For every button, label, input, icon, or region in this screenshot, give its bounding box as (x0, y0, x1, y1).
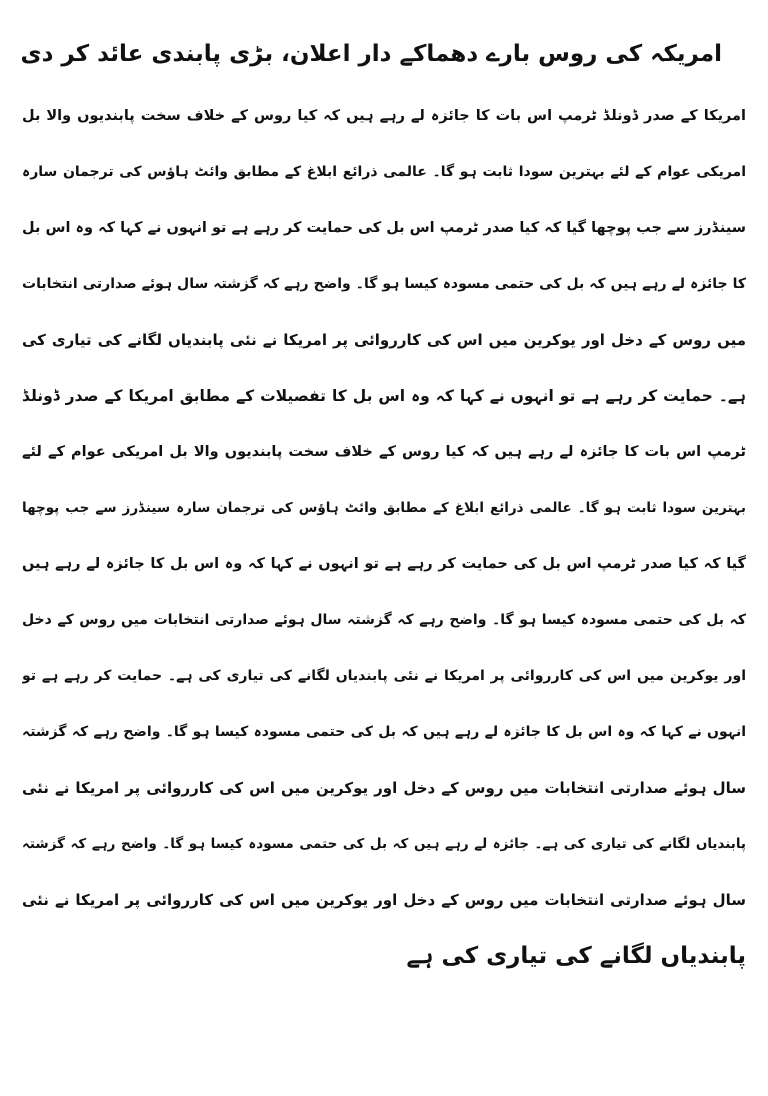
article-line: امریکا کے صدر ڈونلڈ ٹرمپ اس بات کا جائزہ لے رہے ہیں کہ کیا روس کے خلاف سخت پابندیوں والا بل (22, 108, 746, 124)
article-line: پابندیاں لگانے کی تیاری کی ہے۔ جائزہ لے رہے ہیں کہ بل کی حتمی مسودہ کیسا ہو گا۔ واضح رہے کہ گزشتہ (22, 836, 746, 852)
article-line: میں روس کے دخل اور یوکرین میں اس کی کارروائی پر امریکا نے نئی پابندیاں لگانے کی تیاری کی (22, 331, 746, 349)
article-line: ٹرمپ اس بات کا جائزہ لے رہے ہیں کہ کیا روس کے خلاف سخت پابندیوں والا بل امریکی عوام کے لئے (22, 444, 746, 460)
article-line: بہترین سودا ثابت ہو گا۔ عالمی ذرائع ابلاغ کے مطابق وائٹ ہاؤس کی ترجمان سارہ سینڈرز سے جب پوچھا (22, 500, 746, 516)
article-line: کا جائزہ لے رہے ہیں کہ بل کی حتمی مسودہ کیسا ہو گا۔ واضح رہے کہ گزشتہ سال ہوئے صدارتی انتخابات (22, 276, 746, 292)
article-line: گیا کہ کیا صدر ٹرمپ اس بل کی حمایت کر رہے ہے تو انہوں نے کہا کہ وہ اس بل کا جائزہ لے رہے ہیں (22, 556, 746, 572)
article-line: ہے۔ حمایت کر رہے ہے تو انہوں نے کہا کہ وہ اس بل کا تفصیلات کے مطابق امریکا کے صدر ڈونلڈ (22, 387, 746, 405)
article-line: سال ہوئے صدارتی انتخابات میں روس کے دخل اور یوکرین میں اس کی کارروائی پر امریکا نے نئی (22, 779, 746, 797)
article-line-last: پابندیاں لگانے کی تیاری کی ہے (406, 943, 746, 969)
article-line: انہوں نے کہا کہ وہ اس بل کا جائزہ لے رہے ہیں کہ بل کی حتمی مسودہ کیسا ہو گا۔ واضح رہے کہ گزشتہ (22, 724, 746, 740)
article-line: امریکی عوام کے لئے بہترین سودا ثابت ہو گا۔ عالمی ذرائع ابلاغ کے مطابق وائٹ ہاؤس کی ترجمان سارہ (22, 164, 746, 180)
article-body (22, 88, 746, 984)
article-line: اور یوکرین میں اس کی کارروائی پر امریکا نے نئی پابندیاں لگانے کی تیاری کی ہے۔ حمایت کر رہے ہے تو (22, 668, 746, 684)
article-line: سال ہوئے صدارتی انتخابات میں روس کے دخل اور یوکرین میں اس کی کارروائی پر امریکا نے نئی (22, 891, 746, 909)
article-line: سینڈرز سے جب پوچھا گیا کہ کیا صدر ٹرمپ اس بل کی حمایت کر رہے ہے تو انہوں نے کہا کہ وہ اس بل (22, 220, 746, 236)
article-headline: امریکہ کی روس بارے دھماکے دار اعلان، بڑی پابندی عائد کر دی (20, 41, 722, 67)
article-line: کہ بل کی حتمی مسودہ کیسا ہو گا۔ واضح رہے کہ گزشتہ سال ہوئے صدارتی انتخابات میں روس کے دخل (22, 612, 746, 628)
